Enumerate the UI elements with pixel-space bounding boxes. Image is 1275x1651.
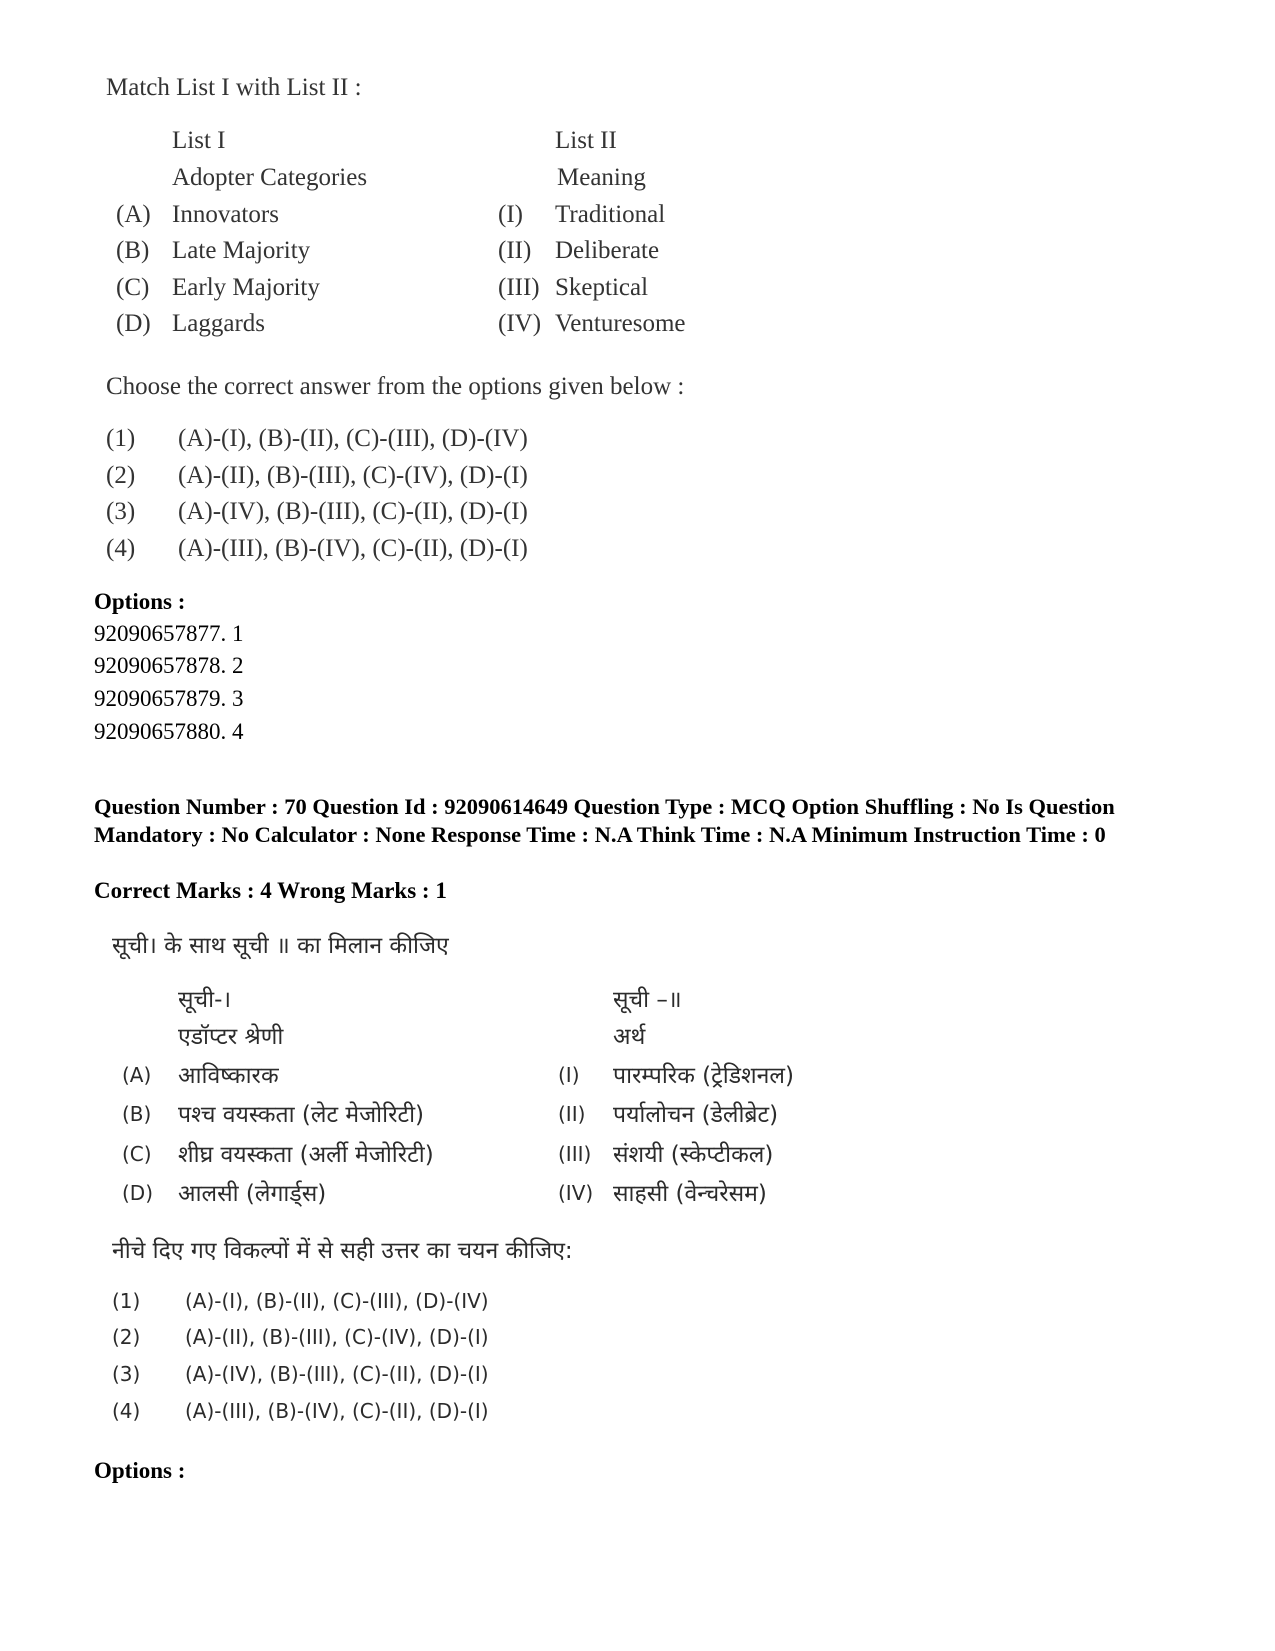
answer-number: (4) [106, 535, 136, 562]
answer-text: (A)-(II), (B)-(III), (C)-(IV), (D)-(I) [185, 1325, 489, 1349]
list-2-subtitle: Meaning [557, 164, 646, 191]
list-2-item: Venturesome [555, 310, 686, 337]
option-id: 92090657879. 3 [94, 686, 244, 711]
list-1-item: Late Majority [172, 237, 311, 264]
option-id: 92090657877. 1 [94, 621, 244, 646]
list-2-title: सूची –॥ [613, 987, 682, 1013]
list-2-title: List II [555, 127, 617, 154]
list-2-item: पारम्परिक (ट्रेडिशनल) [613, 1063, 794, 1089]
choose-instruction: Choose the correct answer from the options given below : [106, 373, 685, 400]
answer-text: (A)-(II), (B)-(III), (C)-(IV), (D)-(I) [178, 462, 528, 489]
list-2-item: Skeptical [555, 274, 649, 301]
answer-number: (2) [112, 1325, 141, 1349]
list-1-key: (C) [122, 1142, 152, 1166]
answer-text: (A)-(III), (B)-(IV), (C)-(II), (D)-(I) [185, 1399, 489, 1423]
list-2-key: (IV) [558, 1181, 594, 1205]
marks-info: Correct Marks : 4 Wrong Marks : 1 [94, 878, 447, 903]
options-label: Options : [94, 589, 186, 614]
list-1-subtitle: एडॉप्टर श्रेणी [178, 1024, 284, 1050]
list-2-item: संशयी (स्केप्टीकल) [613, 1142, 774, 1168]
list-2-item: पर्यालोचन (डेलीब्रेट) [613, 1102, 779, 1128]
list-1-item: पश्च वयस्कता (लेट मेजोरिटी) [178, 1102, 425, 1128]
option-id: 92090657878. 2 [94, 653, 244, 678]
list-2-key: (III) [558, 1142, 592, 1166]
list-1-title: List I [172, 127, 226, 154]
list-1-key: (B) [116, 237, 150, 264]
answer-number: (1) [106, 425, 136, 452]
list-1-item: Early Majority [172, 274, 320, 301]
options-label: Options : [94, 1458, 186, 1483]
list-1-key: (C) [116, 274, 150, 301]
list-1-title: सूची-। [178, 987, 232, 1013]
list-1-key: (B) [122, 1102, 152, 1126]
question-prompt: सूची। के साथ सूची ॥ का मिलान कीजिए [112, 933, 449, 959]
list-1-key: (A) [122, 1063, 152, 1087]
answer-number: (1) [112, 1289, 141, 1313]
answer-number: (4) [112, 1399, 141, 1423]
choose-instruction: नीचे दिए गए विकल्पों में से सही उत्तर का चयन कीजिए: [112, 1238, 573, 1264]
answer-number: (3) [112, 1362, 141, 1386]
answer-number: (3) [106, 498, 136, 525]
list-1-subtitle: Adopter Categories [172, 164, 368, 191]
list-1-item: Laggards [172, 310, 266, 337]
list-1-item: शीघ्र वयस्कता (अर्ली मेजोरिटी) [178, 1142, 434, 1168]
list-2-item: Deliberate [555, 237, 660, 264]
list-1-item: आविष्कारक [178, 1063, 279, 1089]
question-prompt: Match List I with List II : [106, 74, 362, 101]
list-2-key: (III) [498, 274, 540, 301]
list-1-key: (D) [116, 310, 151, 337]
answer-text: (A)-(I), (B)-(II), (C)-(III), (D)-(IV) [178, 425, 528, 452]
list-1-item: Innovators [172, 201, 279, 228]
list-2-key: (IV) [498, 310, 542, 337]
list-1-key: (A) [116, 201, 151, 228]
answer-number: (2) [106, 462, 136, 489]
list-2-key: (II) [498, 237, 532, 264]
answer-text: (A)-(IV), (B)-(III), (C)-(II), (D)-(I) [185, 1362, 489, 1386]
answer-text: (A)-(III), (B)-(IV), (C)-(II), (D)-(I) [178, 535, 528, 562]
option-id: 92090657880. 4 [94, 719, 244, 744]
list-2-key: (I) [498, 201, 523, 228]
list-2-item: Traditional [555, 201, 666, 228]
list-2-key: (II) [558, 1102, 586, 1126]
question-metadata: Question Number : 70 Question Id : 92090614649 Question Type : MCQ Option Shuffling : No Is Question Mandatory : No Calculator : None Response Time : N.A Think Time : N.A Minimum Instruction Time : 0 [94, 794, 1115, 847]
list-1-key: (D) [122, 1181, 154, 1205]
answer-text: (A)-(IV), (B)-(III), (C)-(II), (D)-(I) [178, 498, 528, 525]
answer-text: (A)-(I), (B)-(II), (C)-(III), (D)-(IV) [185, 1289, 489, 1313]
list-2-subtitle: अर्थ [613, 1024, 646, 1050]
list-1-item: आलसी (लेगार्ड्स) [178, 1181, 327, 1207]
list-2-item: साहसी (वेन्चरेसम) [613, 1181, 767, 1207]
list-2-key: (I) [558, 1063, 580, 1087]
